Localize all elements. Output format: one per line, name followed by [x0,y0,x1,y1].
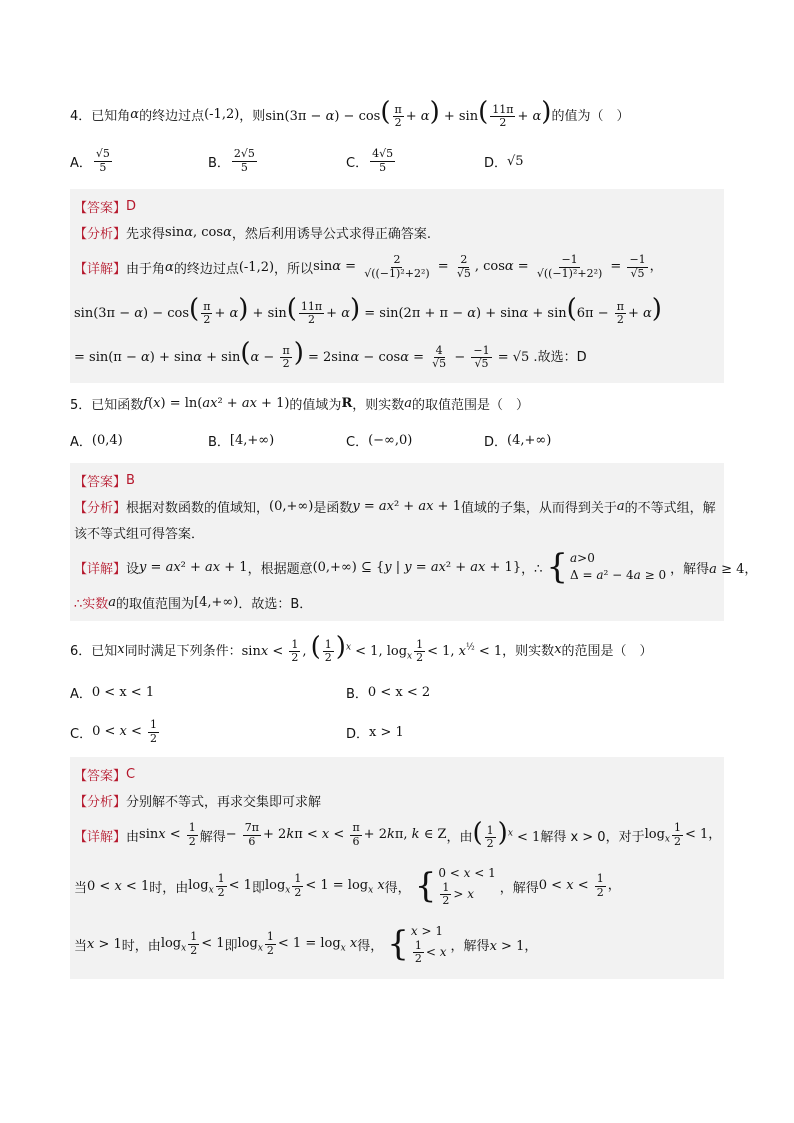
q6-analysis: 【分析】 分别解不等式，再求交集即可求解 [74,794,322,810]
option-a[interactable]: A． $\frac{√5}{5}$ [70,147,110,174]
q5-detail-line-1: 【详解】 设 y = ax² + ax + 1 ，根据题意 (0,+∞) ⊆ {y | y = ax² + ax + 1} ，∴ { a>0 Δ = a² − 4a ≥ 0 ，解得 a ≥ 4， [74,547,758,587]
q6-options-row-1 [70,675,724,709]
option-a[interactable]: A． 0 < x < 1 [70,684,155,702]
option-b[interactable]: B． [4,+∞) [208,432,275,450]
q4-answer-block [70,189,724,383]
option-b[interactable]: B． $\frac{2√5}{5}$ [208,147,255,174]
option-d[interactable]: D． √5 [484,153,524,171]
q4-detail-line-2: sin(3π − α) − cos( $\frac{\pi}{2}$ + α) + sin( $\frac{11\pi}{2}$ + α) = sin(2π + π − α) + sinα + sin(6π − $\frac{\pi}{2}$ + α) [74,293,662,326]
q5-options [70,425,724,455]
option-b[interactable]: B． 0 < x < 2 [346,684,431,702]
q4-analysis: 【分析】 先求得 sinα, cosα ，然后利用诱导公式求得正确答案. [74,224,431,242]
alpha-symbol: α [130,106,140,122]
q4-answer: 【答案】 D [74,198,137,216]
q6-options-row-2 [70,715,724,749]
question-4-stem [70,95,724,133]
q4-expression: sin(3π − α) − cos( $\frac{\pi}{2}$ + α) + sin( $\frac{11\pi}{2}$ + α) [265,96,552,129]
q4-detail-line-1: 【详解】 由于角 α 的终边过点 (-1,2) ，所以 sinα = $\frac{2}{\text{√((−1)²+2²)}}$ = $\frac{2}{√5}$ , cosα = $\frac{-1}{\text{√((−1)²+2²)}}$ = $\frac{-1}{√5}$ ， [74,253,663,280]
q6-detail-line-2: 当 0 < x < 1 时，由 $\log_x$ $\frac{1}{2}$ < 1 即 $\log_x$ $\frac{1}{2}$ < $1 = \log_x x$ 得， { 0 < x < 1 $\frac{1}{2}$ > x ，解得 0 < x < $\frac{1}{2}$ ， [74,865,621,907]
q6-detail-line-1: 【详解】 由 sinx < $\frac{1}{2}$ 解得 − $\frac{7\pi}{6}$ + 2kπ < x < $\frac{\pi}{6}$ + 2kπ, k ∈ Z ，由 ( $\frac{1}{2}$ )$^x$ < 1 解得 x > 0，对于 $\log_x$ $\frac{1}{2}$ < 1， [74,817,722,850]
q4-stem-text: 的终边过点 [139,108,205,124]
option-a[interactable]: A． (0,4) [70,432,123,450]
q5-answer: 【答案】 B [74,472,135,490]
option-c[interactable]: C． 0 < x < $\frac{1}{2}$ [70,718,158,745]
document-page [70,95,758,979]
q6-detail-line-3: 当 x > 1 时，由 $\log_x$ $\frac{1}{2}$ < 1 即 $\log_x$ $\frac{1}{2}$ < $1 = \log_x x$ 得， { x > 1 $\frac{1}{2}$ < x ，解得 x > 1， [74,923,538,965]
option-c[interactable]: C． $\frac{4√5}{5}$ [346,147,394,174]
q4-stem-text: 4．已知角 [70,108,131,124]
q4-stem-text: ，则 [239,108,266,124]
q4-detail-line-3: = sin(π − α) + sinα + sin(α − $\frac{\pi}{2}$ ) = 2sinα − cosα = $\frac{4}{√5}$ − $\frac{-1}{√5}$ = √5 . 故选：D [74,337,587,370]
q4-stem-text: 的值为（ ） [551,108,630,124]
option-d[interactable]: D． (4,+∞) [484,432,552,450]
question-6-stem: 6．已知 x 同时满足下列条件： sinx < $\frac{1}{2}$ , ( $\frac{1}{2}$ )$^x$ < 1, $\log_x$ $\frac{1}{2}$ < 1, $x^{\frac{1}{2}} < 1$ ，则实数 x 的范围是（ ） [70,631,653,664]
point-coords: (-1,2) [204,106,240,122]
q5-answer-block [70,463,758,621]
q6-answer: 【答案】 C [74,766,136,784]
q6-answer-block [70,757,724,979]
q5-detail-line-2: ∴实数 a 的取值范围为 [4,+∞) ．故选：B． [74,594,313,612]
q5-analysis: 【分析】 根据对数函数的值域知， (0,+∞) 是函数 y = ax² + ax + 1 值域的子集，从而得到关于 a 的不等式组，解 [74,498,716,516]
question-5-stem: 5．已知函数 f(x) = ln(ax² + ax + 1) 的值域为 R ，则实数 a 的取值范围是（ ） [70,395,530,413]
q4-options [70,141,724,181]
q5-analysis-cont: 该不等式组可得答案． [74,526,205,542]
option-c[interactable]: C． (−∞,0) [346,432,413,450]
option-d[interactable]: D． x > 1 [346,724,404,742]
